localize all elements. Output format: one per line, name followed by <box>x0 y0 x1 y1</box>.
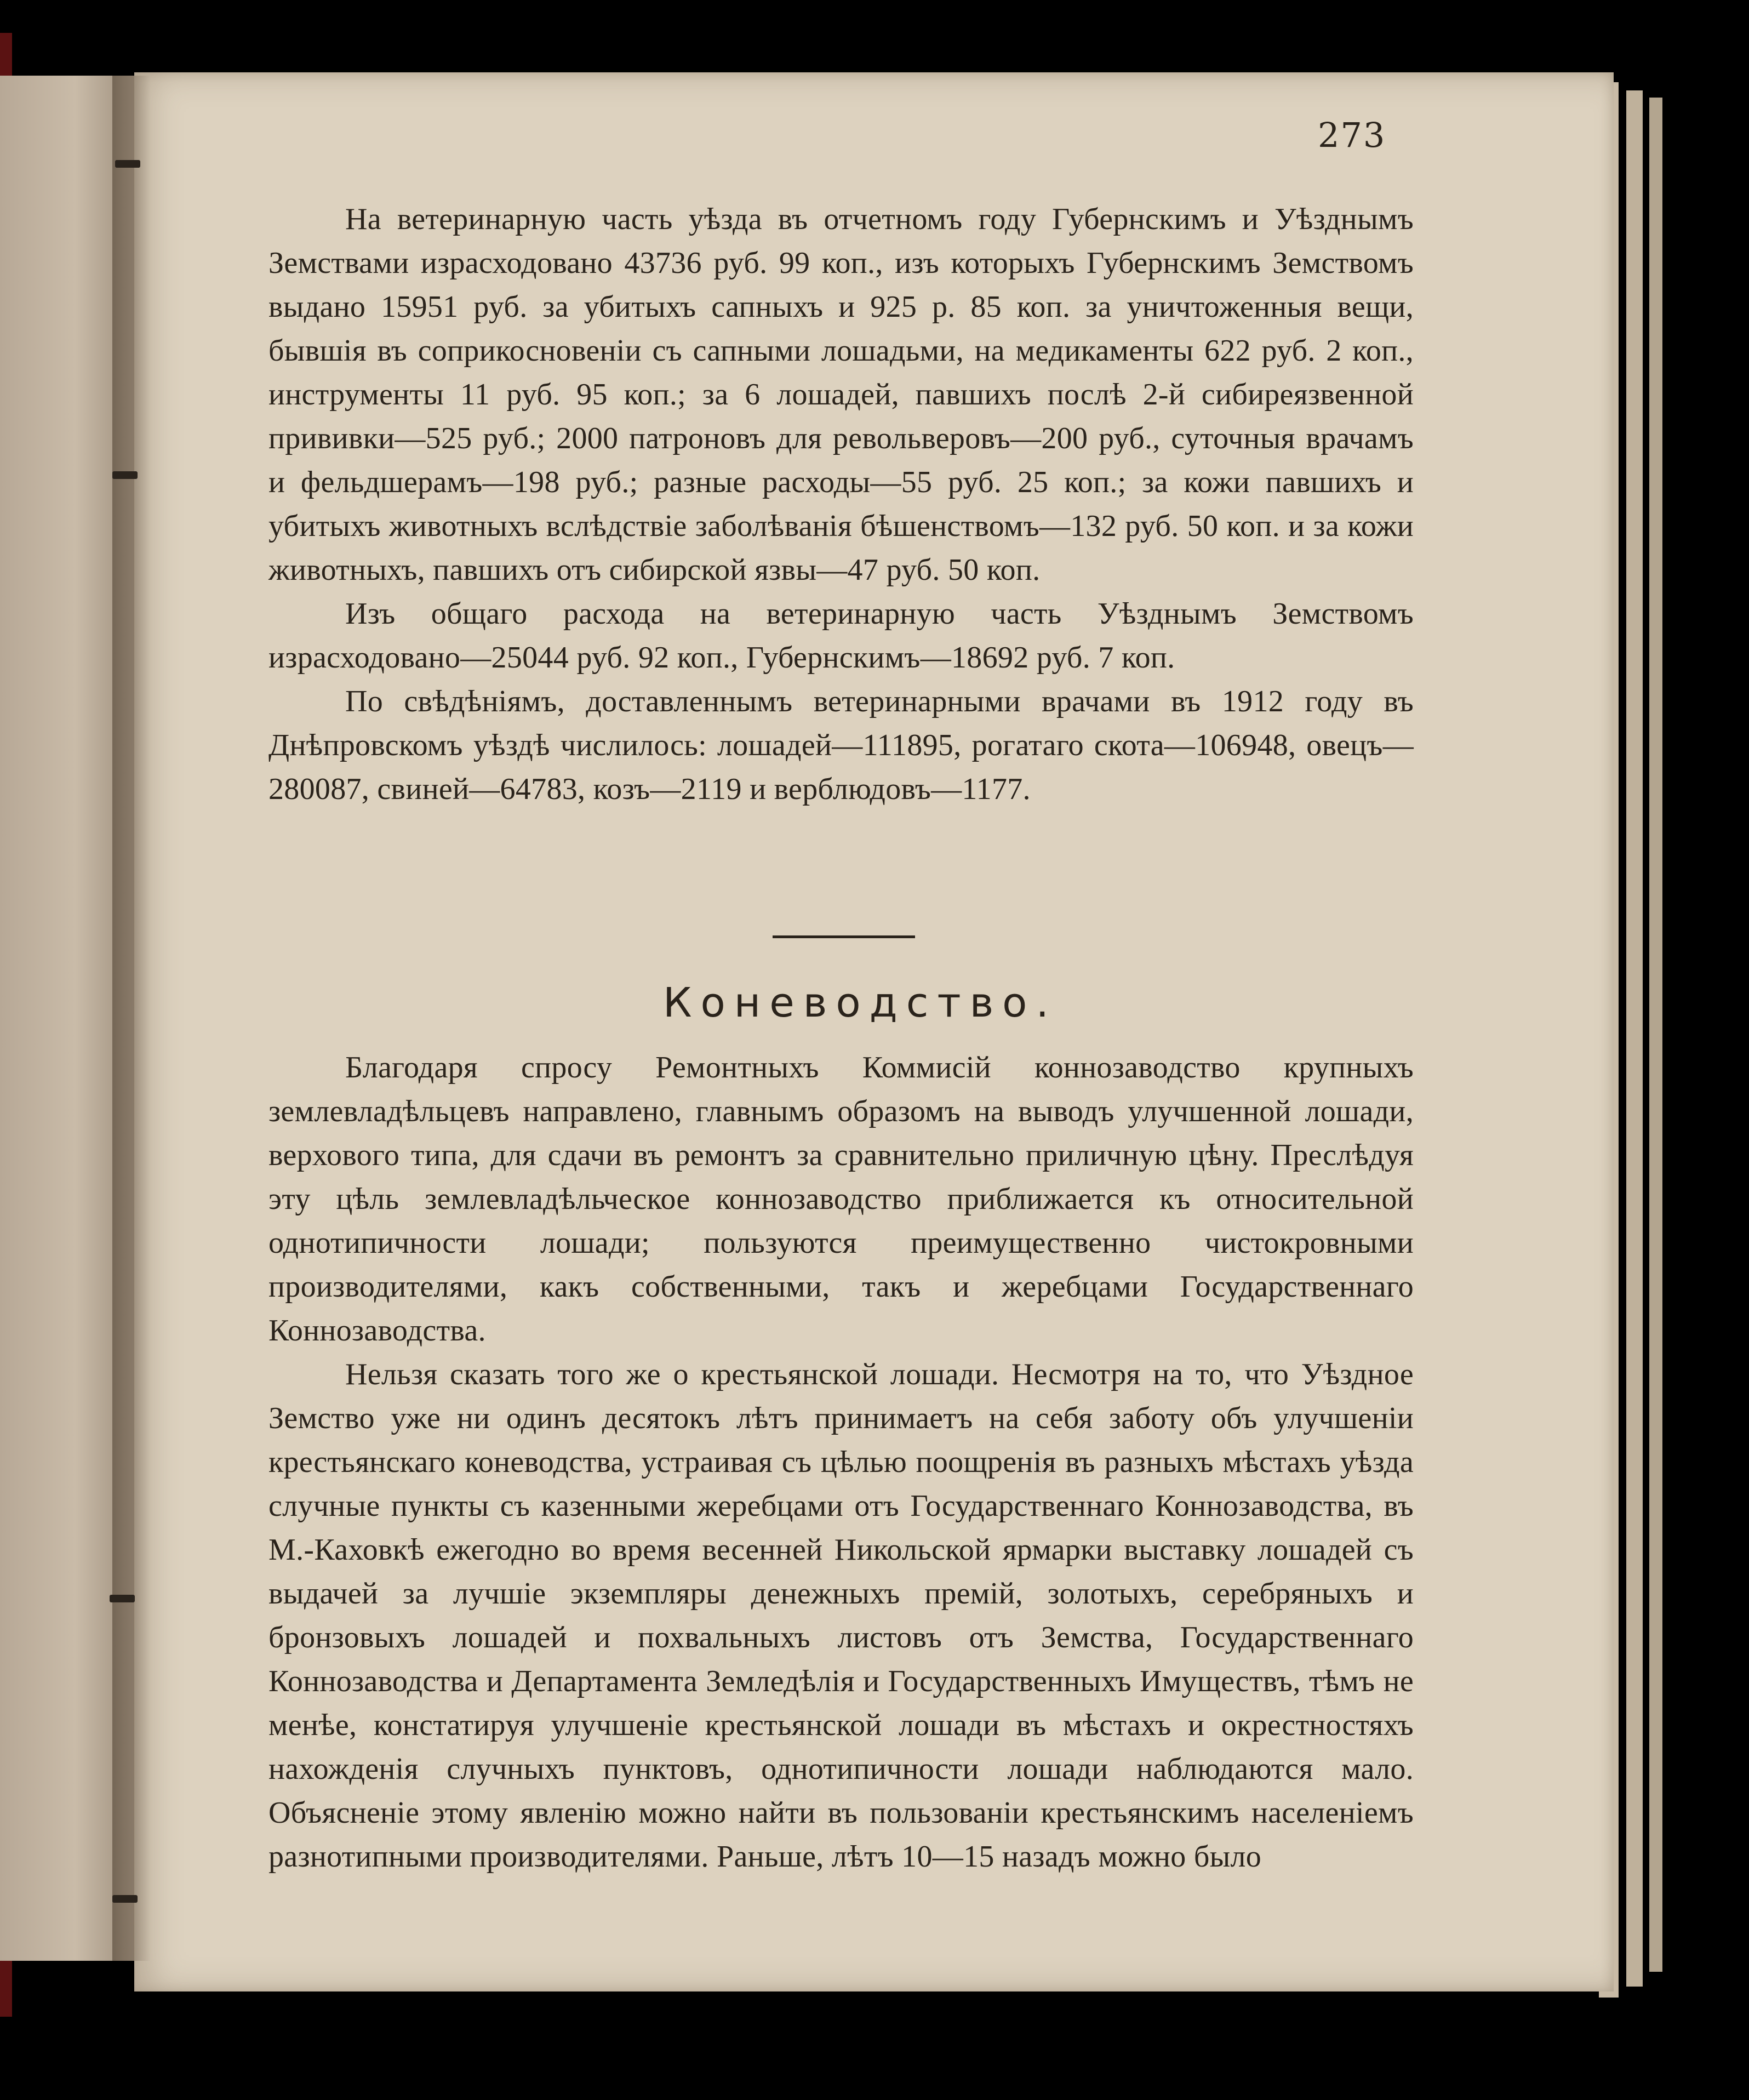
paragraph: На ветеринарную часть уѣзда въ отчетномъ году Губернскимъ и Уѣзднымъ Земствами израсходовано 43736 руб. 99 коп., изъ которыхъ Губернскимъ Земствомъ выдано 15951 руб. за убитыхъ сапныхъ и 925 р. 85 коп. за уничтоженныя вещи, бывшія въ соприкосновеніи съ сапными лошадьми, на медикаменты 622 руб. 2 коп., инструменты 11 руб. 95 коп.; за 6 лошадей, павшихъ послѣ 2-й сибиреязвенной прививки—525 руб.; 2000 патроновъ для револьверовъ—200 руб., суточныя врачамъ и фельдшерамъ—198 руб.; разные расходы—55 руб. 25 коп.; за кожи павшихъ и убитыхъ животныхъ вслѣдствіе заболѣванія бѣшенствомъ—132 руб. 50 коп. и за кожи животныхъ, павшихъ отъ сибирской язвы—47 руб. 50 коп. <box>268 202 1414 587</box>
page-edge <box>1649 98 1662 1972</box>
paragraph: Изъ общаго расхода на ветеринарную часть Уѣзднымъ Земствомъ израсходовано—25044 руб. 92 коп., Губернскимъ—18692 руб. 7 коп. <box>268 597 1414 675</box>
gutter-shadow <box>112 76 151 1961</box>
section-heading: Коневодство. <box>663 979 1058 1026</box>
binding-stitch <box>115 160 140 168</box>
text-block-bottom <box>268 1046 1414 1879</box>
binding-stitch <box>112 471 138 479</box>
binding-stitch <box>110 1595 135 1602</box>
paragraph: По свѣдѣніямъ, доставленнымъ ветеринарными врачами въ 1912 году въ Днѣпровскомъ уѣздѣ числилось: лошадей—111895, рогатаго скота—106948, овецъ—280087, свиней—64783, козъ—2119 и верблюдовъ—1177. <box>268 684 1414 806</box>
page-number: 273 <box>1318 115 1386 155</box>
page-edge <box>1626 90 1643 1987</box>
section-divider <box>773 935 915 938</box>
paragraph: Благодаря спросу Ремонтныхъ Коммисій коннозаводство крупныхъ землевладѣльцевъ направлено, главнымъ образомъ на выводъ улучшенной лошади, верхового типа, для сдачи въ ремонтъ за сравнительно приличную цѣну. Преслѣдуя эту цѣль землевладѣльческое коннозаводство приближается къ относительной однотипичности лошади; пользуются преимущественно чистокровными производителями, какъ собственными, такъ и жеребцами Государственнаго Коннозаводства. <box>268 1051 1414 1348</box>
binding-stitch <box>112 1895 138 1903</box>
text-block-top <box>268 197 1414 811</box>
paragraph: Нельзя сказать того же о крестьянской лошади. Несмотря на то, что Уѣздное Земство уже ни одинъ десятокъ лѣтъ принимаетъ на себя заботу объ улучшеніи крестьянскаго коневодства, устраивая съ цѣлью поощренія въ разныхъ мѣстахъ уѣзда случные пункты съ казенными жеребцами отъ Государственнаго Коннозаводства, въ М.-Каховкѣ ежегодно во время весенней Никольской ярмарки выставку лошадей съ выдачей за лучшіе экземпляры денежныхъ премій, золотыхъ, серебряныхъ и бронзовыхъ лошадей и похвальныхъ листовъ отъ Земства, Государственнаго Коннозаводства и Департамента Земледѣлія и Государственныхъ Имуществъ, тѣмъ не менѣе, констатируя улучшеніе крестьянской лошади въ мѣстахъ и окрестностяхъ нахожденія случныхъ пунктовъ, однотипичности лошади наблюдаются мало. Объясненіе этому явленію можно найти въ пользованіи крестьянскимъ населеніемъ разнотипными производителями. Раньше, лѣтъ 10—15 назадъ можно было <box>268 1357 1414 1874</box>
